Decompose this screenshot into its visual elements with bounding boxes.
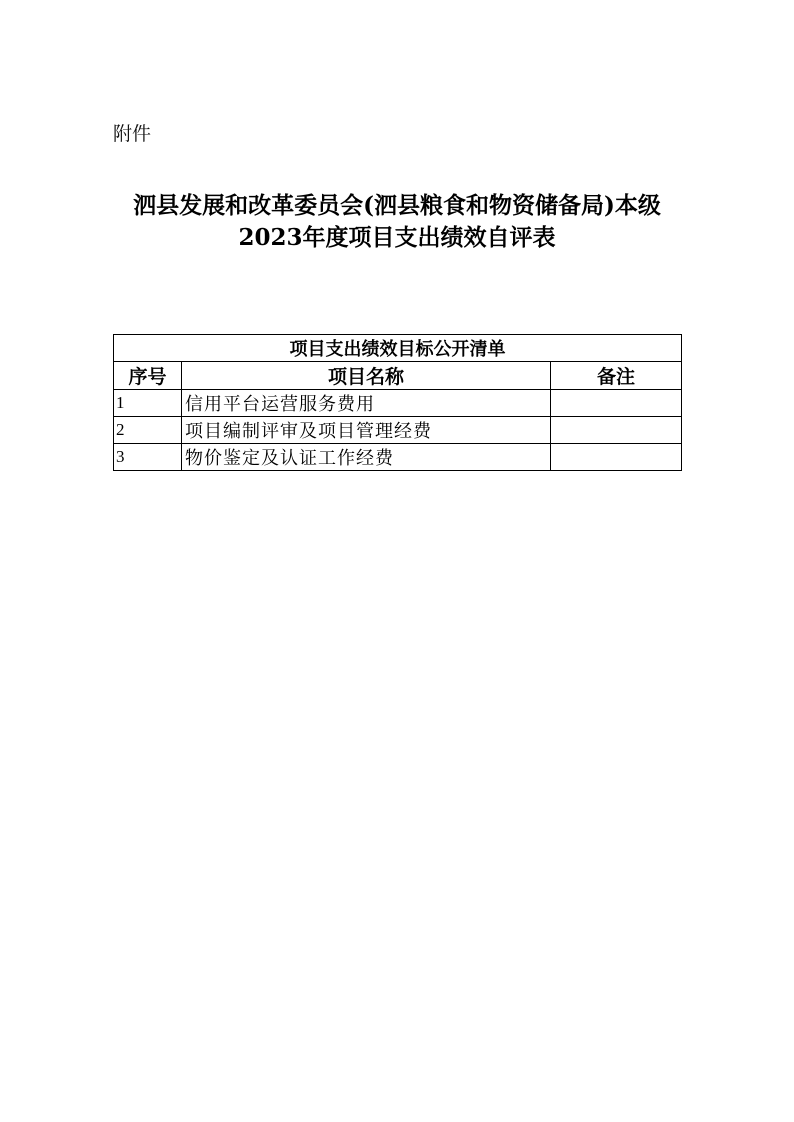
- column-header-name: 项目名称: [182, 362, 551, 390]
- column-header-remark: 备注: [551, 362, 682, 390]
- row-remark: [551, 444, 682, 471]
- table-header-row: [114, 362, 682, 390]
- row-project-name: 信用平台运营服务费用: [182, 390, 551, 417]
- document-title-line-1: 泗县发展和改革委员会(泗县粮食和物资储备局)本级: [133, 192, 661, 219]
- table-caption-row: [114, 335, 682, 362]
- row-index: 3: [114, 444, 182, 471]
- column-header-index: 序号: [114, 362, 182, 390]
- row-remark: [551, 390, 682, 417]
- document-title-line-2: 2023年度项目支出绩效自评表: [238, 224, 556, 251]
- row-project-name: 项目编制评审及项目管理经费: [182, 417, 551, 444]
- project-list-table: [113, 334, 682, 471]
- table-row: [114, 390, 682, 417]
- table-caption: 项目支出绩效目标公开清单: [114, 335, 682, 362]
- table-row: [114, 417, 682, 444]
- attachment-label: 附件: [113, 123, 152, 145]
- row-index: 1: [114, 390, 182, 417]
- row-project-name: 物价鉴定及认证工作经费: [182, 444, 551, 471]
- row-index: 2: [114, 417, 182, 444]
- row-remark: [551, 417, 682, 444]
- table-row: [114, 444, 682, 471]
